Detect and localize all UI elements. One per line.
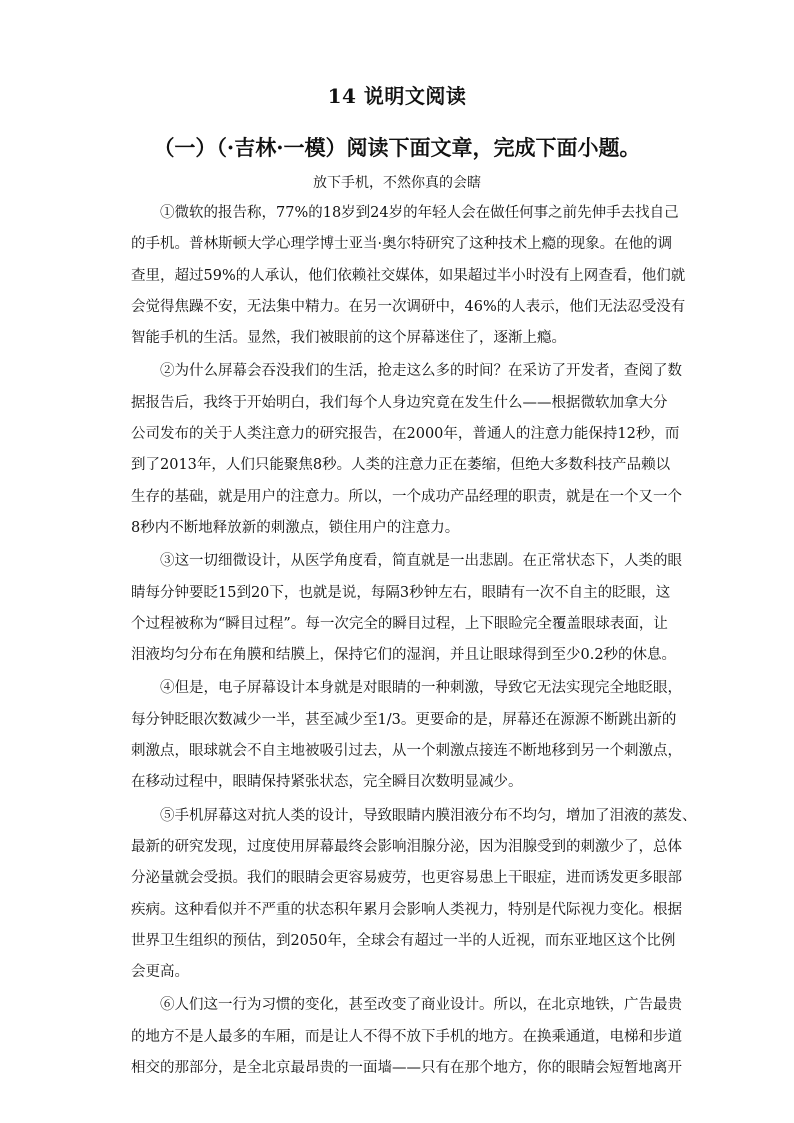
article-paragraph bbox=[131, 356, 682, 544]
paragraph-line: 相交的那部分，是全北京最昂贵的一面墙——只有在那个地方，你的眼睛会短暂地离开 bbox=[131, 1060, 682, 1077]
paragraph-line: ②为什么屏幕会吞没我们的生活，抢走这么多的时间？在采访了开发者，查阅了数 bbox=[160, 363, 682, 380]
article-paragraph bbox=[131, 990, 682, 1084]
article-paragraph bbox=[131, 801, 697, 989]
paragraph-line: ④但是，电子屏幕设计本身就是对眼睛的一种刺激，导致它无法实现完全地眨眼， bbox=[160, 680, 682, 697]
paragraph-line: 的地方不是人最多的车厢，而是让人不得不放下手机的地方。在换乘通道，电梯和步道 bbox=[131, 1028, 682, 1045]
paragraph-line: 到了2013年，人们只能聚焦8秒。人类的注意力正在萎缩，但绝大多数科技产品赖以 bbox=[131, 457, 671, 474]
paragraph-line: ⑥人们这一行为习惯的变化，甚至改变了商业设计。所以，在北京地铁，广告最贵 bbox=[160, 997, 682, 1014]
paragraph-line: 的手机。普林斯顿大学心理学博士亚当·奥尔特研究了这种技术上瘾的现象。在他的调 bbox=[131, 236, 673, 253]
article-paragraph bbox=[131, 673, 682, 798]
page-title: 14 说明文阅读 bbox=[327, 84, 467, 108]
paragraph-line: 睛每分钟要眨15到20下，也就是说，每隔3秒钟左右，眼睛有一次不自主的眨眼，这 bbox=[131, 584, 671, 601]
paragraph-line: 个过程被称为“瞬目过程”。每一次完全的瞬目过程，上下眼睑完全覆盖眼球表面，让 bbox=[131, 615, 668, 632]
paragraph-line: 据报告后，我终于开始明白，我们每个人身边究竟在发生什么——根据微软加拿大分 bbox=[131, 394, 668, 411]
paragraph-line: 生存的基础，就是用户的注意力。所以，一个成功产品经理的职责，就是在一个又一个 bbox=[131, 488, 682, 505]
article-body bbox=[131, 198, 697, 1086]
paragraph-line: 8秒内不断地释放新的刺激点，锁住用户的注意力。 bbox=[131, 519, 460, 536]
paragraph-line: ①微软的报告称，77%的18岁到24岁的年轻人会在做任何事之前先伸手去找自己 bbox=[160, 205, 679, 221]
paragraph-line: 在移动过程中，眼睛保持紧张状态，完全瞬目次数明显减少。 bbox=[131, 774, 523, 791]
paragraph-line: 会觉得焦躁不安，无法集中精力。在另一次调研中，46%的人表示，他们无法忍受没有 bbox=[131, 298, 686, 315]
article-title: 放下手机，不然你真的会瞎 bbox=[313, 175, 481, 191]
paragraph-line: 智能手机的生活。显然，我们被眼前的这个屏幕迷住了，逐渐上瘾。 bbox=[131, 330, 566, 347]
paragraph-line: 会更高。 bbox=[131, 964, 189, 981]
article-paragraph bbox=[131, 546, 682, 671]
paragraph-line: 刺激点，眼球就会不自主地被吸引过去，从一个刺激点接连不断地移到另一个刺激点， bbox=[131, 743, 682, 760]
paragraph-line: 最新的研究发现，过度使用屏幕最终会影响泪腺分泌，因为泪腺受到的刺激少了，总体 bbox=[131, 838, 682, 855]
paragraph-line: 泪液均匀分布在角膜和结膜上，保持它们的湿润，并且让眼球得到至少0.2秒的休息。 bbox=[131, 647, 677, 664]
paragraph-line: 查里，超过59%的人承认，他们依赖社交媒体，如果超过半小时没有上网查看，他们就 bbox=[131, 267, 686, 284]
paragraph-line: 每分钟眨眼次数减少一半，甚至减少至1/3。更要命的是，屏幕还在源源不断跳出新的 bbox=[131, 711, 677, 728]
paragraph-line: ⑤手机屏幕这对抗人类的设计，导致眼睛内膜泪液分布不均匀，增加了泪液的蒸发、 bbox=[160, 807, 697, 824]
paragraph-line: 分泌量就会受损。我们的眼睛会更容易疲劳，也更容易患上干眼症，进而诱发更多眼部 bbox=[131, 870, 682, 887]
paragraph-line: 疾病。这种看似并不严重的状态积年累月会影响人类视力，特别是代际视力变化。根据 bbox=[131, 901, 682, 918]
section-heading: （一）（·吉林·一模）阅读下面文章，完成下面小题。 bbox=[153, 135, 641, 160]
paragraph-line: 公司发布的关于人类注意力的研究报告，在2000年，普通人的注意力能保持12秒，而 bbox=[131, 426, 680, 443]
paragraph-line: ③这一切细微设计，从医学角度看，简直就是一出悲剧。在正常状态下，人类的眼 bbox=[160, 553, 682, 570]
paragraph-line: 世界卫生组织的预估，到2050年，全球会有超过一半的人近视，而东亚地区这个比例 bbox=[131, 932, 676, 949]
article-paragraph bbox=[131, 198, 686, 354]
